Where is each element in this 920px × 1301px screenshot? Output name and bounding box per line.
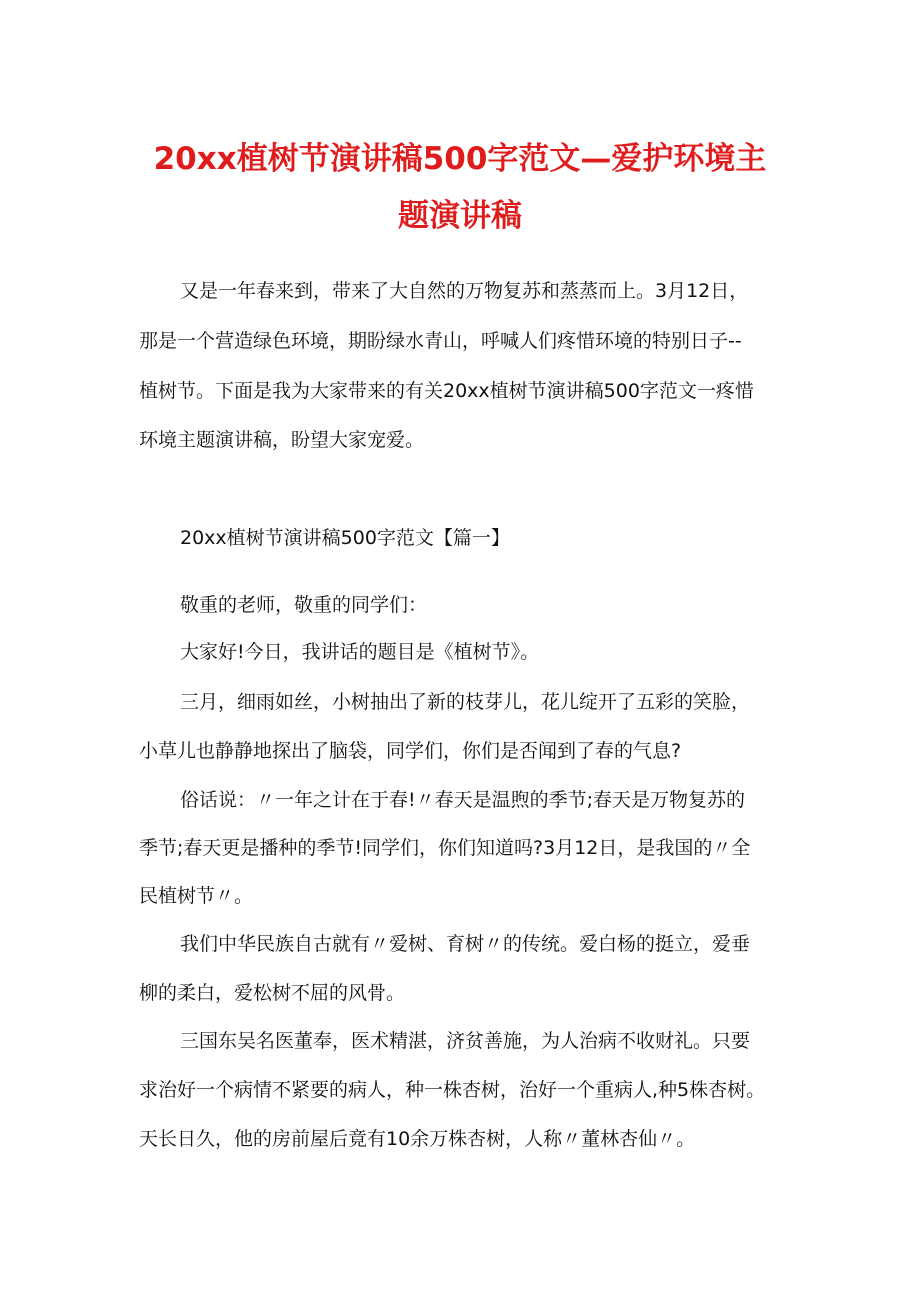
intro-line: 那是一个营造绿色环境，期盼绿水青山，呼喊人们疼惜环境的特别日子-- — [139, 330, 742, 352]
body-line: 三月，细雨如丝，小树抽出了新的枝芽儿，花儿绽开了五彩的笑脸， — [180, 691, 751, 713]
body-line: 大家好!今日，我讲话的题目是《植树节》。 — [180, 641, 540, 663]
section-heading: 20xx植树节演讲稿500字范文【篇一】 — [180, 527, 510, 549]
document-title-line-2: 题演讲稿 — [398, 198, 522, 234]
body-line: 季节;春天更是播种的季节!同学们，你们知道吗?3月12日，是我国的〃全 — [139, 837, 751, 859]
document-title-line-1: 20xx植树节演讲稿500字范文—爱护环境主 — [153, 141, 767, 177]
intro-line: 环境主题演讲稿，盼望大家宠爱。 — [139, 429, 425, 451]
intro-line: 植树节。下面是我为大家带来的有关20xx植树节演讲稿500字范文一疼惜 — [139, 380, 754, 402]
body-line: 柳的柔白，爱松树不屈的风骨。 — [139, 982, 406, 1004]
body-line: 天长日久，他的房前屋后竟有10余万株杏树，人称〃董林杏仙〃。 — [139, 1128, 696, 1150]
body-line: 我们中华民族自古就有〃爱树、育树〃的传统。爱白杨的挺立，爱垂 — [180, 933, 751, 955]
body-line: 敬重的老师，敬重的同学们： — [180, 594, 428, 616]
body-line: 三国东吴名医董奉，医术精湛，济贫善施，为人治病不收财礼。只要 — [180, 1030, 751, 1052]
body-line: 民植树节〃。 — [139, 885, 254, 907]
body-line: 求治好一个病情不紧要的病人，种一株杏树，治好一个重病人,种5株杏树。 — [139, 1079, 766, 1101]
body-line: 俗话说：〃一年之计在于春!〃春天是温煦的季节;春天是万物复苏的 — [180, 789, 746, 811]
intro-line: 又是一年春来到，带来了大自然的万物复苏和蒸蒸而上。3月12日， — [180, 280, 749, 302]
body-line: 小草儿也静静地探出了脑袋，同学们，你们是否闻到了春的气息? — [139, 740, 682, 762]
